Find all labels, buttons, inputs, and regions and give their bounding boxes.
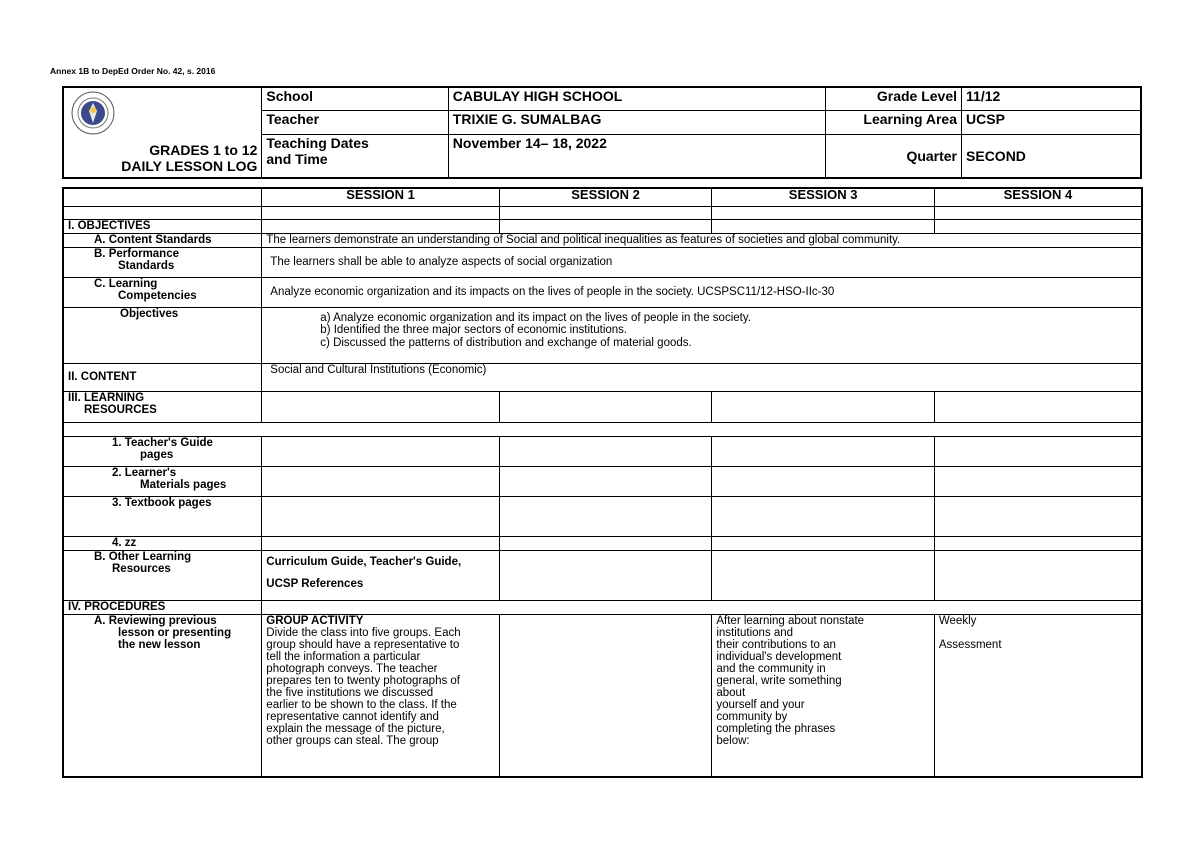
- activity-line: explain the message of the picture,: [266, 722, 445, 735]
- objective-item: a) Analyze economic organization and its impact on the lives of people in the society.: [320, 311, 751, 324]
- performance-standards-label: [63, 247, 262, 277]
- quarter-value: SECOND: [962, 134, 1141, 178]
- header-table: [62, 86, 1142, 179]
- group-activity-title: GROUP ACTIVITY: [266, 614, 364, 627]
- deped-seal-icon: [71, 91, 115, 135]
- resources-label-1: III. LEARNING: [68, 391, 145, 404]
- activity-line: After learning about nonstate: [716, 614, 865, 627]
- grades-label: GRADES 1 to 12: [149, 142, 258, 158]
- session-3-header: SESSION 3: [712, 188, 935, 206]
- content-standards-value: The learners demonstrate an understanding of Social and political inequalities as features of societies and global community.: [262, 233, 1142, 247]
- content-heading: II. CONTENT: [63, 363, 262, 391]
- teaching-dates-label-1: Teaching Dates: [266, 134, 369, 151]
- weekly-label: Weekly: [938, 614, 977, 627]
- logo-cell: [63, 87, 262, 178]
- teaching-dates-label: [262, 134, 448, 178]
- review-label-1: A. Reviewing previous: [94, 614, 217, 627]
- learning-competencies-value: Analyze economic organization and its impacts on the lives of people in the society. UCSPSC11/12-HSO-IIc-30: [262, 277, 1142, 307]
- dll-label: DAILY LESSON LOG: [121, 158, 258, 174]
- session-2-header: SESSION 2: [499, 188, 712, 206]
- learning-area-label: Learning Area: [826, 110, 962, 134]
- other-label-1: B. Other Learning: [94, 550, 192, 563]
- blank-cell: [63, 188, 262, 206]
- grade-level-label: Grade Level: [826, 87, 962, 110]
- performance-label-1: B. Performance: [94, 247, 180, 260]
- activity-line: community by: [716, 710, 788, 723]
- activity-line: prepares ten to twenty photographs of: [266, 674, 461, 687]
- textbook-pages-label: 3. Textbook pages: [63, 496, 262, 536]
- activity-line: Divide the class into five groups. Each: [266, 626, 461, 639]
- other-resources-label: [63, 550, 262, 600]
- session-2-activity: [499, 614, 712, 777]
- performance-label-2: Standards: [118, 259, 175, 272]
- zz-label: 4. zz: [63, 536, 262, 550]
- other-resources-value: [262, 550, 500, 600]
- lesson-log-table: [62, 187, 1143, 778]
- learning-area-value: UCSP: [962, 110, 1141, 134]
- competencies-label-2: Competencies: [118, 289, 197, 302]
- session-1-activity: [262, 614, 500, 777]
- resources-label-2: RESOURCES: [84, 403, 157, 416]
- session-4-activity: [934, 614, 1142, 777]
- session-4-header: SESSION 4: [934, 188, 1142, 206]
- activity-line: and the community in: [716, 662, 826, 675]
- activity-line: other groups can steal. The group: [266, 734, 439, 747]
- learning-competencies-label: [63, 277, 262, 307]
- assessment-label: Assessment: [938, 638, 1002, 651]
- competencies-label-1: C. Learning: [94, 277, 158, 290]
- other-value-1: Curriculum Guide, Teacher's Guide,: [266, 555, 462, 568]
- review-label-3: the new lesson: [118, 638, 201, 651]
- activity-line: completing the phrases: [716, 722, 836, 735]
- content-value: Social and Cultural Institutions (Economic): [262, 363, 1142, 391]
- activity-line: group should have a representative to: [266, 638, 460, 651]
- review-label-2: lesson or presenting: [118, 626, 232, 639]
- objectives-list: [262, 307, 1142, 363]
- activity-line: earlier to be shown to the class. If the: [266, 698, 457, 711]
- tg-label-2: pages: [140, 448, 174, 461]
- teaching-dates-label-2: and Time: [266, 150, 328, 167]
- activity-line: representative cannot identify and: [266, 710, 439, 723]
- learners-materials-label: [63, 466, 262, 496]
- activity-line: about: [716, 686, 746, 699]
- activity-line: individual's development: [716, 650, 842, 663]
- school-value: CABULAY HIGH SCHOOL: [448, 87, 826, 110]
- learning-resources-heading: [63, 391, 262, 422]
- session-1-header: SESSION 1: [262, 188, 500, 206]
- teaching-dates-value: November 14– 18, 2022: [448, 134, 826, 178]
- activity-line: photograph conveys. The teacher: [266, 662, 438, 675]
- procedures-heading: IV. PROCEDURES: [63, 600, 262, 614]
- reviewing-lesson-label: [63, 614, 262, 777]
- performance-standards-value: The learners shall be able to analyze aspects of social organization: [262, 247, 1142, 277]
- activity-line: the five institutions we discussed: [266, 686, 434, 699]
- teacher-value: TRIXIE G. SUMALBAG: [448, 110, 826, 134]
- session-3-activity: [712, 614, 935, 777]
- content-standards-label: A. Content Standards: [63, 233, 262, 247]
- activity-line: their contributions to an: [716, 638, 836, 651]
- grade-level-value: 11/12: [962, 87, 1141, 110]
- annex-label: Annex 1B to DepEd Order No. 42, s. 2016: [50, 66, 216, 76]
- activity-line: general, write something: [716, 674, 842, 687]
- activity-line: tell the information a particular: [266, 650, 421, 663]
- objective-item: c) Discussed the patterns of distribution and exchange of material goods.: [320, 336, 692, 349]
- objectives-heading: I. OBJECTIVES: [63, 219, 262, 233]
- tg-label-1: 1. Teacher's Guide: [112, 436, 213, 449]
- lm-label-2: Materials pages: [140, 478, 227, 491]
- lm-label-1: 2. Learner's: [112, 466, 177, 479]
- teacher-label: Teacher: [262, 110, 448, 134]
- objectives-label: Objectives: [63, 307, 262, 363]
- other-label-2: Resources: [112, 562, 171, 575]
- other-value-2: UCSP References: [266, 577, 364, 590]
- teachers-guide-label: [63, 436, 262, 466]
- quarter-label: Quarter: [826, 134, 962, 178]
- activity-line: yourself and your: [716, 698, 805, 711]
- school-label: School: [262, 87, 448, 110]
- objective-item: b) Identified the three major sectors of economic institutions.: [320, 324, 628, 336]
- activity-line: below:: [716, 734, 750, 747]
- activity-line: institutions and: [716, 626, 794, 639]
